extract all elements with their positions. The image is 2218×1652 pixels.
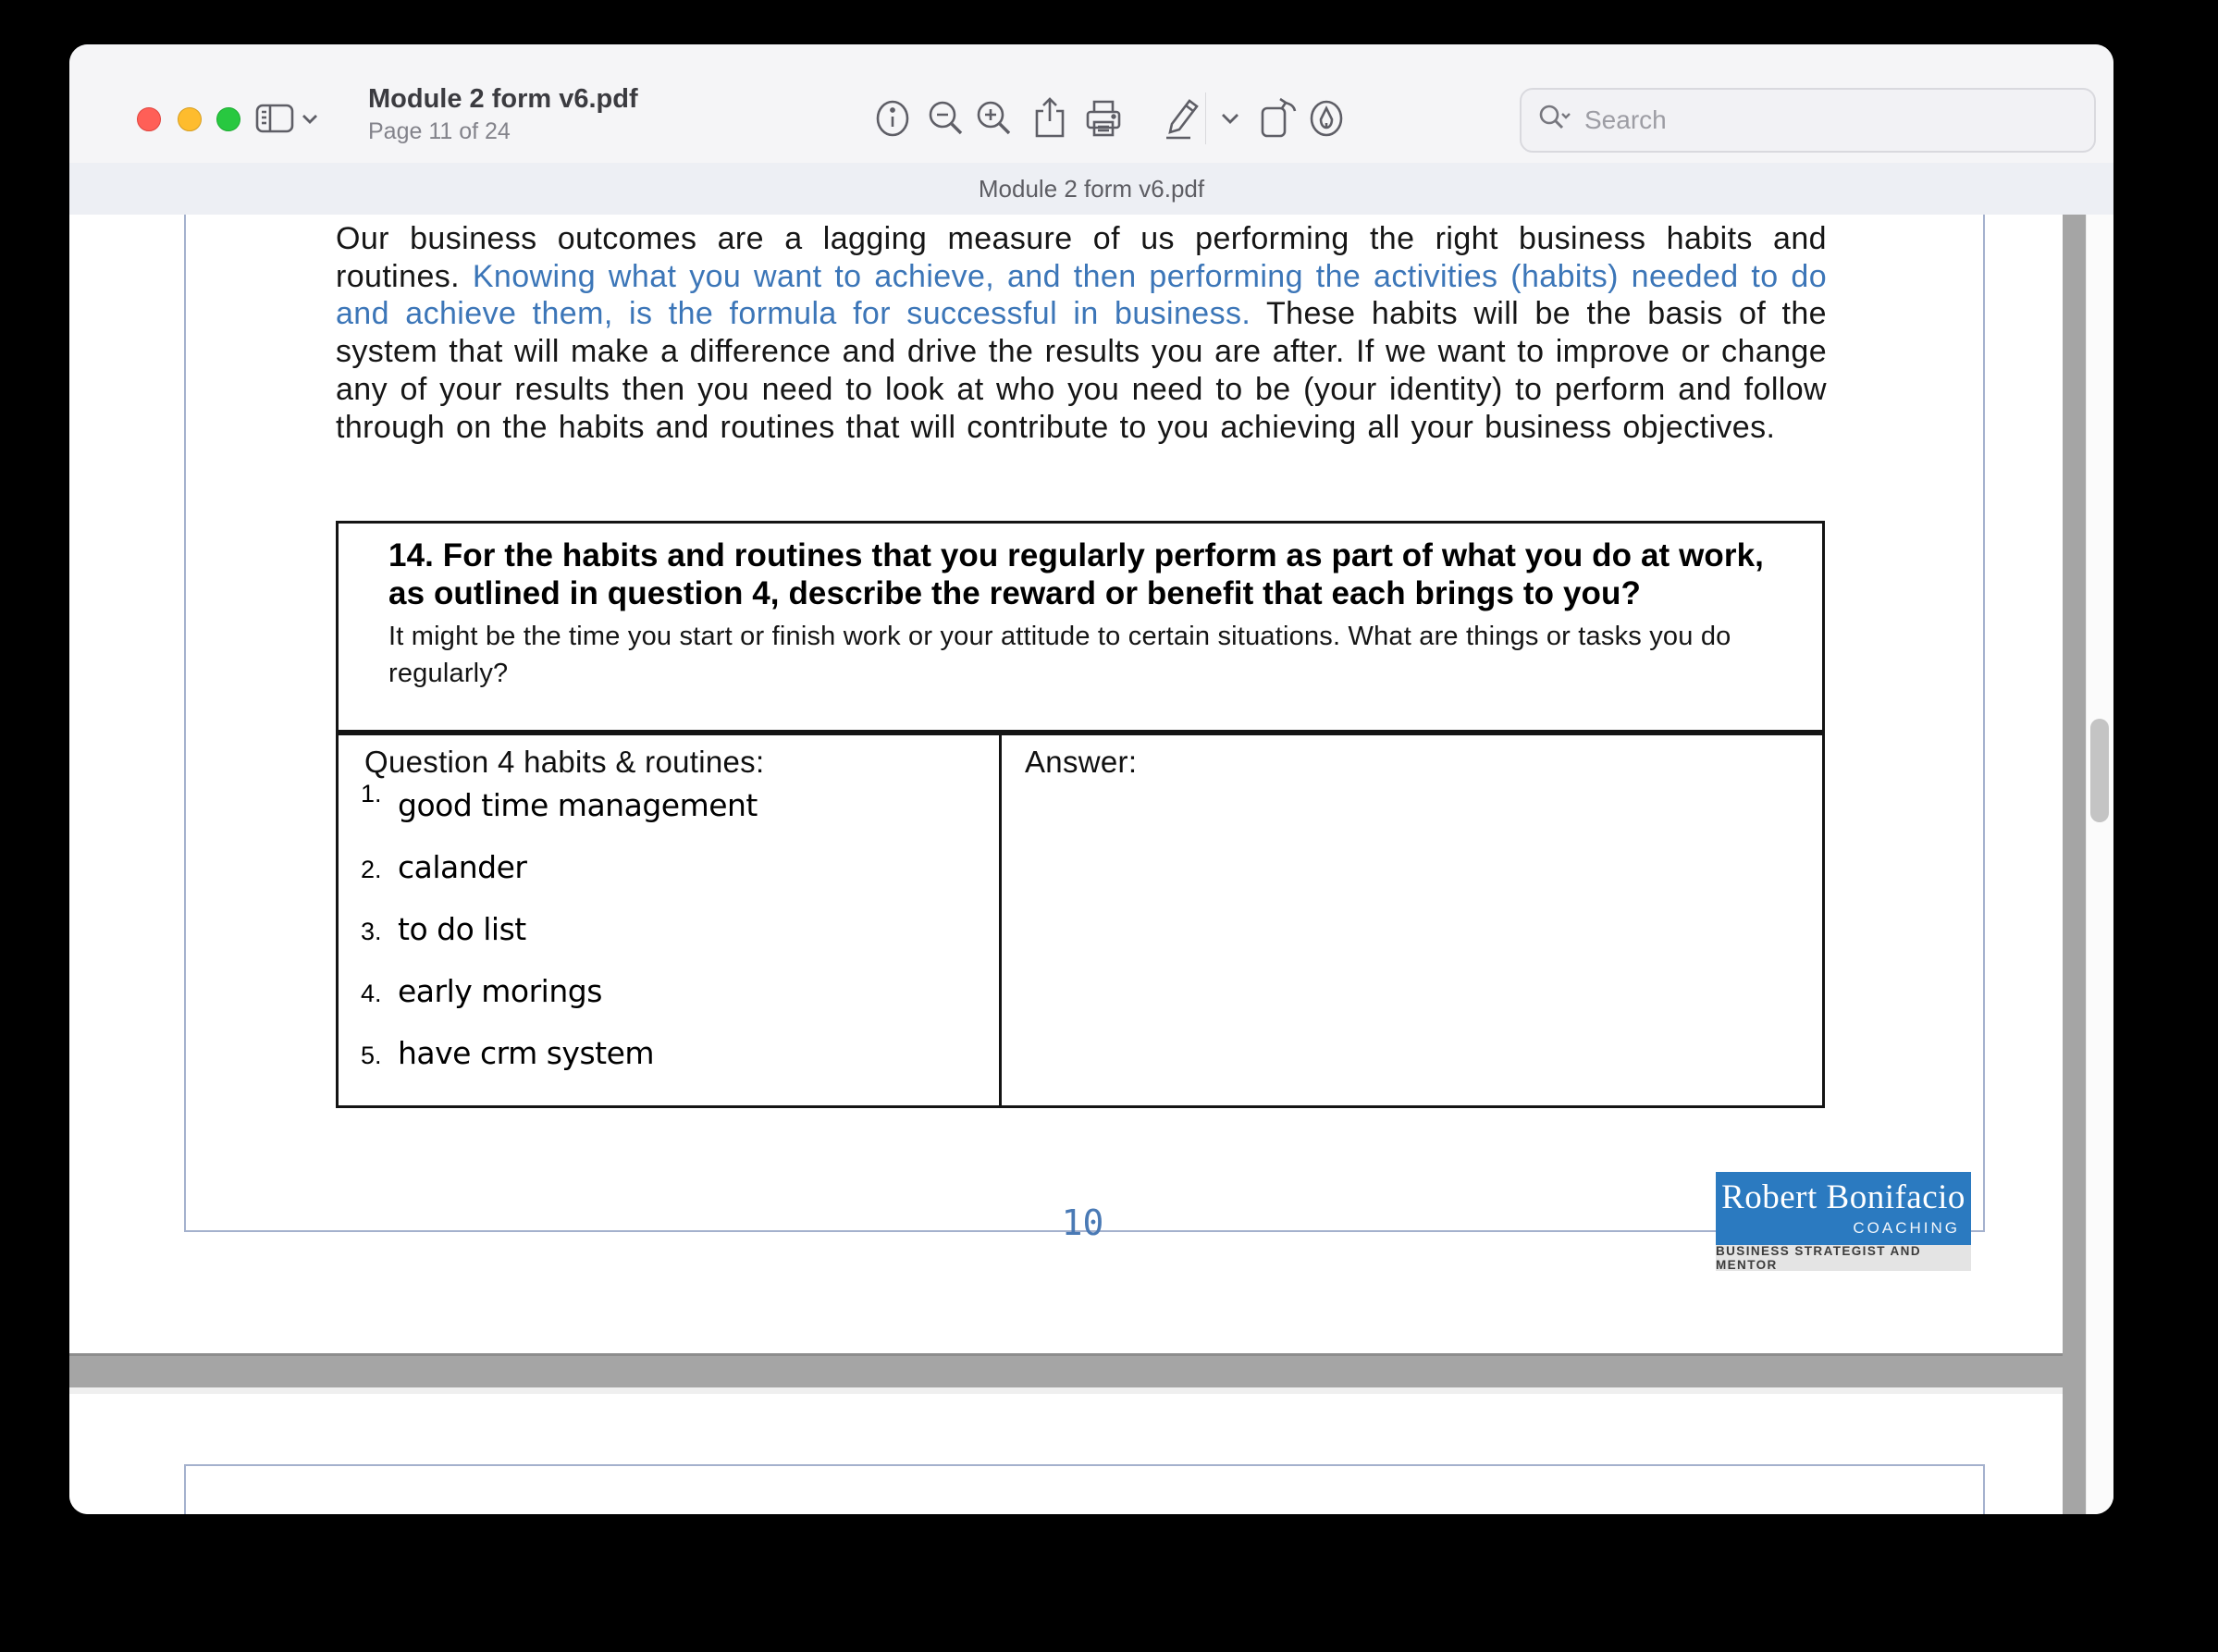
info-button[interactable]: [870, 98, 915, 139]
share-icon: [1031, 95, 1068, 142]
toolbar: [69, 44, 2113, 164]
zoom-window-button[interactable]: [216, 107, 240, 131]
table-column-divider: [999, 735, 1002, 1105]
close-button[interactable]: [137, 107, 161, 131]
habit-value[interactable]: calander: [398, 849, 527, 885]
habit-number: 2.: [361, 856, 382, 883]
rotate-left-icon: [1253, 93, 1301, 143]
filename-bar: [69, 163, 2113, 216]
logo-tagline: BUSINESS STRATEGIST AND MENTOR: [1716, 1244, 1921, 1272]
habit-value[interactable]: have crm system: [398, 1035, 655, 1071]
paragraph-segment-black: Our business outcomes are a lagging measure of us performing the right business habits and routines.: [336, 221, 1827, 294]
search-field[interactable]: [1520, 88, 2096, 153]
zoom-out-icon: [926, 98, 967, 139]
pen-nib-icon: [1306, 97, 1347, 140]
minimize-button[interactable]: [178, 107, 202, 131]
print-button[interactable]: [1081, 96, 1126, 141]
habit-row-3: [361, 911, 526, 957]
habits-column-header: Question 4 habits & routines:: [364, 745, 765, 779]
filename-label: Module 2 form v6.pdf: [978, 174, 1205, 203]
search-input[interactable]: [1583, 105, 2030, 136]
answer-cell[interactable]: [1004, 789, 1822, 1103]
scrollbar-thumb[interactable]: [2090, 719, 2109, 822]
content-right-gutter: [2063, 215, 2086, 1514]
habit-number: 1.: [361, 780, 382, 808]
zoom-in-icon: [974, 98, 1015, 139]
logo: [1716, 1172, 1971, 1245]
habit-number: 5.: [361, 1042, 382, 1069]
question-14-text: 14. For the habits and routines that you regularly perform as part of what you do at work, as outlined in question 4, describe the reward or benefit that each brings to you?: [388, 537, 1764, 611]
window-page-indicator: Page 11 of 24: [368, 118, 511, 144]
habit-number: 3.: [361, 918, 382, 945]
chevron-down-icon: [1219, 111, 1241, 126]
habit-row-5: [361, 1035, 654, 1081]
habit-value[interactable]: good time management: [398, 787, 758, 823]
question-14-hint: It might be the time you start or finish work or your attitude to certain situations. What are things or tasks you do regularly?: [388, 622, 1731, 688]
fill-and-sign-button[interactable]: [1303, 96, 1349, 141]
preview-window: [69, 44, 2113, 1514]
page-gap-light-edge: [69, 1387, 2063, 1394]
logo-name: Robert Bonifacio: [1721, 1178, 1965, 1216]
scrollbar-track[interactable]: [2086, 215, 2113, 1514]
markup-button[interactable]: [1157, 94, 1205, 142]
page-gap-band: [69, 1353, 2063, 1387]
window-title-group: [368, 83, 849, 146]
search-icon: [1536, 103, 1573, 139]
page-number: 10: [1061, 1202, 1104, 1243]
habit-number: 4.: [361, 980, 382, 1007]
zoom-in-button[interactable]: [972, 98, 1017, 139]
habit-row-4: [361, 973, 602, 1019]
toolbar-separator: [1205, 92, 1206, 144]
sidebar-toggle-button[interactable]: [254, 97, 319, 140]
info-icon: [874, 98, 911, 139]
zoom-out-button[interactable]: [924, 98, 968, 139]
chevron-down-icon: [301, 112, 319, 125]
logo-tagline-strip: [1716, 1245, 1971, 1271]
habit-row-2: [361, 849, 527, 895]
body-paragraph: [336, 220, 1827, 446]
markup-more-button[interactable]: [1214, 104, 1246, 133]
paragraph-segment-black: These habits will be the basis of the system that will make a difference and drive the results you are after. If we want to improve or change any of your results then you need to look at who you need to be (your identity) to perform and follow through on the habits and routines that will contribute to you achieving all your business objectives.: [336, 296, 1827, 445]
habits-answer-table: [336, 733, 1825, 1108]
question-14-box: [336, 521, 1825, 733]
habit-value[interactable]: early morings: [398, 973, 602, 1009]
window-title: Module 2 form v6.pdf: [368, 84, 638, 114]
markup-pencil-icon: [1159, 95, 1203, 142]
share-button[interactable]: [1028, 94, 1072, 142]
page-2-border: [184, 1464, 1985, 1514]
habit-row-1: [361, 780, 758, 833]
pdf-content-area: [69, 215, 2113, 1514]
logo-sub: COACHING: [1853, 1219, 1960, 1237]
habit-value[interactable]: to do list: [398, 911, 526, 947]
answer-column-header: Answer:: [1025, 745, 1138, 779]
print-icon: [1083, 97, 1124, 140]
rotate-left-button[interactable]: [1251, 92, 1303, 144]
paragraph-segment-blue: Knowing what you want to achieve, and then performing the activities (habits) needed to do and achieve them, is the formula for successful in business.: [336, 258, 1827, 332]
sidebar-icon: [254, 100, 297, 137]
